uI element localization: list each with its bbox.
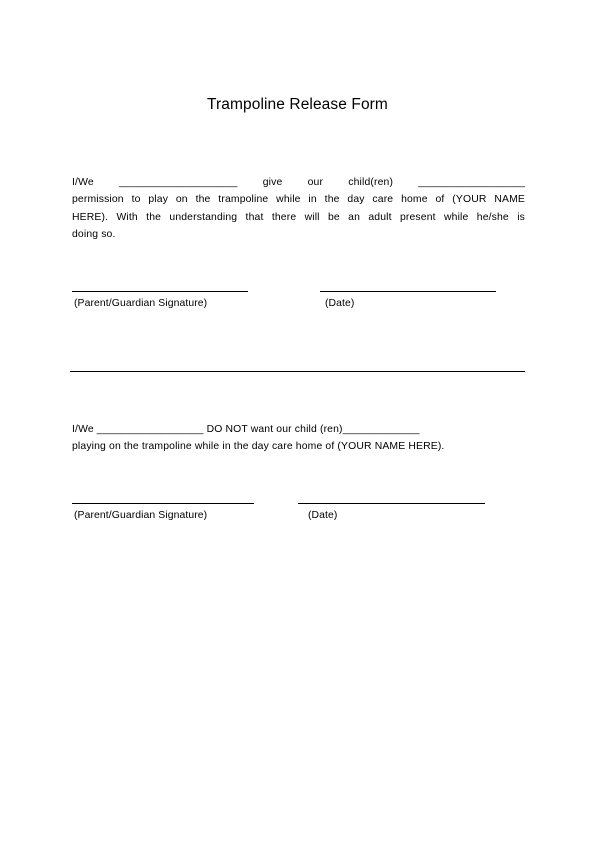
page-title: Trampoline Release Form <box>207 96 388 113</box>
denial-paragraph <box>72 421 525 456</box>
denial-date-label: (Date) <box>308 510 338 521</box>
permission-signature-label: (Parent/Guardian Signature) <box>74 298 208 309</box>
permission-paragraph <box>72 174 525 244</box>
permission-date-line[interactable] <box>320 291 496 292</box>
section-divider <box>70 371 525 372</box>
denial-line-1: I/We __________________ DO NOT want our child (ren)_____________ <box>72 424 420 435</box>
permission-signature-line[interactable] <box>72 291 248 292</box>
denial-signature-line[interactable] <box>72 503 254 504</box>
permission-line-3: HERE). With the understanding that there will be an adult present while he/she is <box>72 211 525 223</box>
denial-signature-label: (Parent/Guardian Signature) <box>74 510 208 521</box>
permission-line-4: doing so. <box>72 229 116 241</box>
denial-line-2: playing on the trampoline while in the day care home of (YOUR NAME HERE). <box>72 441 445 453</box>
denial-date-line[interactable] <box>298 503 485 504</box>
permission-line-2: permission to play on the trampoline while in the day care home of (YOUR NAME <box>72 194 525 206</box>
permission-line-1: I/We ____________________ give our child(ren) __________________ <box>72 177 525 188</box>
permission-date-label: (Date) <box>325 298 355 309</box>
